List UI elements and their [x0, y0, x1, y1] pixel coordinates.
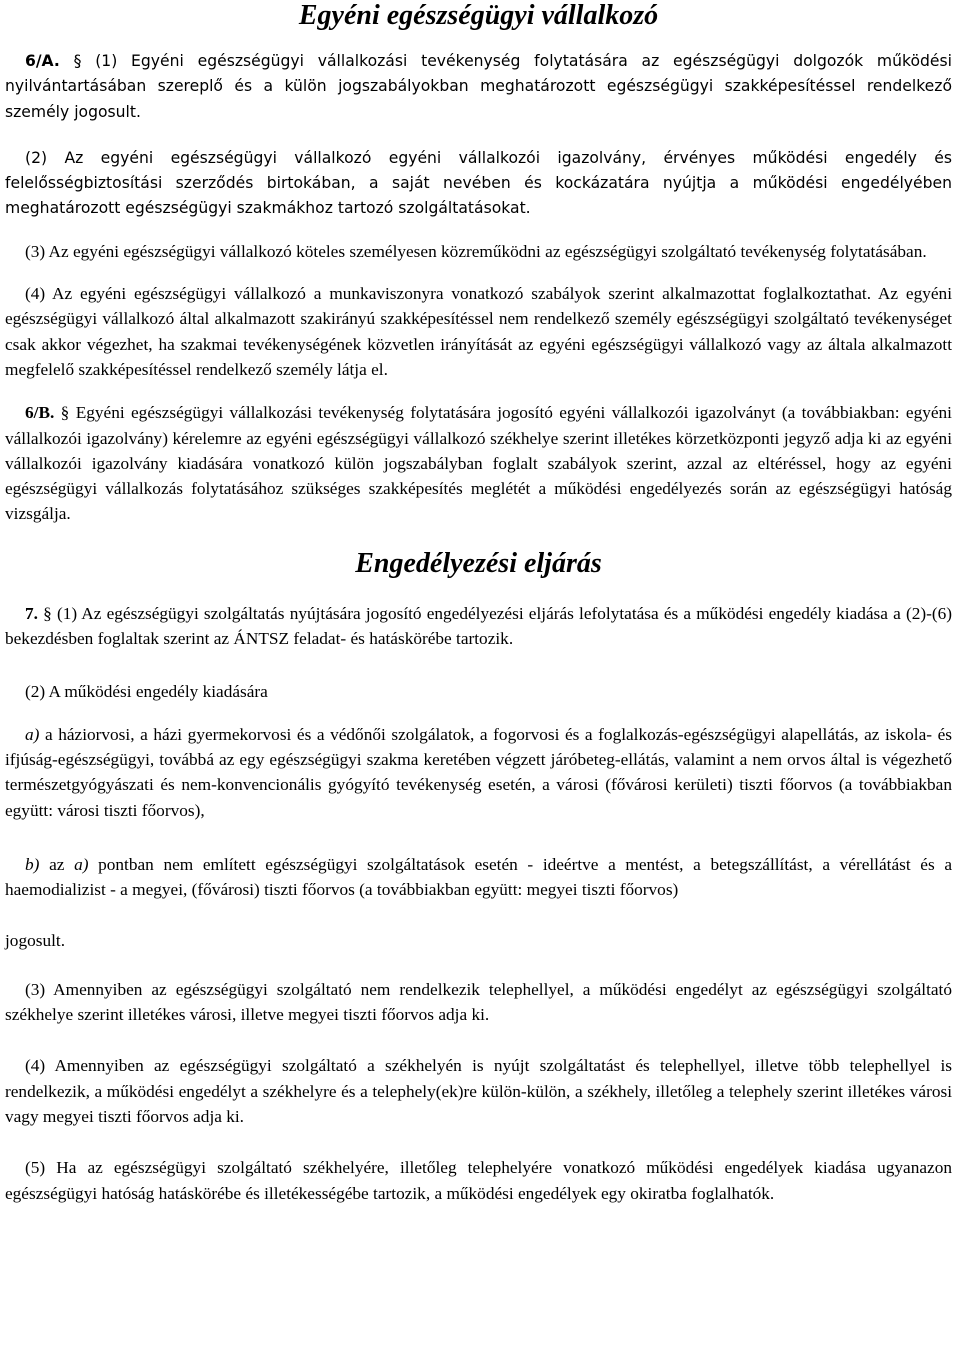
point-b-label: b): [25, 854, 40, 874]
point-b-pre: az: [49, 854, 65, 874]
section-7-jogosult: jogosult.: [5, 931, 66, 951]
section-sign: §: [73, 52, 82, 70]
section-6b-text: Egyéni egészségügyi vállalkozási tevékenység folytatására jogosító egyéni vállalkozói igazolványt (a továbbiakban: egyéni vállalkozói igazolvány) kérelemre az egyéni egészségügyi vállalkozó székhelye szerint illetékes körzetközponti jegyző adja ki az egyéni vállalkozói igazolvány kiadására vonatkozó külön jogszabályban foglalt szabályok szerint, azzal az eltéréssel, hogy az egyéni egészségügyi vállalkozás folytatásához szükséges szakképesítés meglétét a működési engedélyezés során az egészségügyi hatóság vizsgálja.: [5, 403, 952, 524]
section-7-number: 7.: [25, 603, 38, 623]
section-6b-number: 6/B.: [25, 403, 55, 423]
section-7-paragraph-3: (3) Amennyiben az egészségügyi szolgáltató nem rendelkezik telephellyel, a működési engedélyt az egészségügyi szolgáltató székhelye szerint illetékes városi, illetve megyei tiszti főorvos adja ki.: [5, 979, 952, 1025]
section-6a-p1-text: (1) Egyéni egészségügyi vállalkozási tevékenység folytatására az egészségügyi dolgozók működési nyilvántartásában szereplő és a külön jogszabályokban meghatározott egészségügyi szakképesítéssel rendelkező személy jogosult.: [5, 52, 952, 121]
section-6a-number: 6/A.: [25, 52, 60, 70]
section-7-point-a: [5, 722, 952, 823]
section-6a-paragraph-1: [5, 49, 952, 125]
section-7-paragraph-4: (4) Amennyiben az egészségügyi szolgáltató a székhelyén is nyújt szolgáltatást és telephellyel, illetve több telephellyel is rendelkezik, a működési engedélyt a székhelyre és a telephely(ek)re külön-külön, a székhely, illetőleg a telephely szerint illetékes városi vagy megyei tiszti főorvos adja ki.: [5, 1056, 952, 1126]
section-7-point-b: [5, 852, 952, 903]
section-sign: §: [43, 603, 52, 623]
point-b-text: pontban nem említett egészségügyi szolgáltatások esetén - ideértve a mentést, a betegszállítást, a vérellátást és a haemodializist - a megyei, (fővárosi) tiszti főorvos (a továbbiakban együtt: megyei tiszti főorvos): [5, 854, 952, 900]
section-6b-paragraph: [5, 400, 952, 526]
section-7-paragraph-2: (2) A működési engedély kiadására: [25, 682, 268, 702]
section-6a-paragraph-4: (4) Az egyéni egészségügyi vállalkozó a munkaviszonyra vonatkozó szabályok szerint alkalmazottat foglalkoztathat. Az egyéni egészségügyi vállalkozó által alkalmazott szakirányú szakképesítéssel nem rendelkező személy egészségügyi szolgáltató tevékenységet csak akkor végezhet, ha szakmai tevékenységének közvetlen irányítását az egyéni egészségügyi vállalkozó vagy az általa alkalmazott megfelelő szakképesítéssel rendelkező személy látja el.: [5, 284, 952, 379]
point-a-text: a háziorvosi, a házi gyermekorvosi és a védőnői szolgálatok, a fogorvosi és a foglalkozás-egészségügyi alapellátás, az iskola- és ifjúság-egészségügyi, továbbá az egy egészségügyi szakma keretében végzett járóbeteg-ellátás, valamint a nem orvos által is végezhető természetgyógyászati és nem-konvencionális gyógyító tevékenység esetén, a városi (fővárosi kerületi) tiszti főorvos (a továbbiakban együtt: városi tiszti főorvos),: [5, 724, 952, 820]
page-title: Egyéni egészségügyi vállalkozó: [298, 0, 659, 31]
section-6a-paragraph-2: (2) Az egyéni egészségügyi vállalkozó egyéni vállalkozói igazolvány, érvényes működési engedély és felelősségbiztosítási szerződés birtokában, a saját nevében és kockázatára nyújtja a működési engedélyében meghatározott egészségügyi szakmákhoz tartozó szolgáltatásokat.: [5, 148, 952, 218]
section-sign: §: [60, 403, 70, 423]
section-7-p1-text: (1) Az egészségügyi szolgáltatás nyújtására jogosító engedélyezési eljárás lefolytatása és a működési engedély kiadása a (2)-(6) bekezdésben foglaltak szerint az ÁNTSZ feladat- és hatáskörébe tartozik.: [5, 603, 953, 649]
section-7-paragraph-1: [5, 601, 952, 652]
section-6a-paragraph-3: (3) Az egyéni egészségügyi vállalkozó köteles személyesen közreműködni az egészségügyi szolgáltató tevékenység folytatásában.: [25, 241, 927, 261]
point-b-ref: a): [74, 854, 89, 874]
section-7-paragraph-5: (5) Ha az egészségügyi szolgáltató székhelyére, illetőleg telephelyére vonatkozó működési engedélyek kiadása ugyanazon egészségügyi hatóság hatáskörébe és illetékességébe tartozik, a működési engedélyek egy okiratba foglalhatók.: [5, 1158, 952, 1203]
section-heading: Engedélyezési eljárás: [355, 547, 602, 579]
point-a-label: a): [25, 724, 40, 744]
